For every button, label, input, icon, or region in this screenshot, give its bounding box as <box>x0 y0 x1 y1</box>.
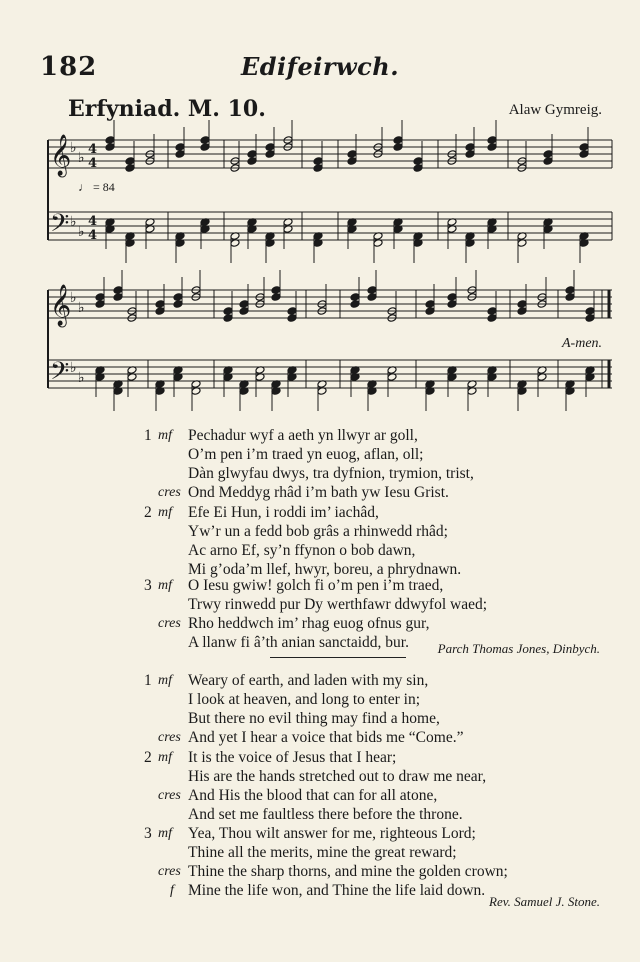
dynamic-mark: mf <box>158 505 172 520</box>
verse-line: Trwy rinwedd pur Dy werthfawr ddwyfol waed; <box>188 596 488 613</box>
amen-label: A-men. <box>562 336 603 351</box>
note-head <box>313 164 323 173</box>
note-head <box>313 157 323 166</box>
time-sig-4: 4 <box>88 228 98 243</box>
treble-clef-2: 𝄞 <box>50 285 72 326</box>
key-flat-1: ♭ <box>70 140 77 156</box>
note-head <box>173 293 183 302</box>
note-head <box>247 157 257 166</box>
note-head <box>175 150 185 159</box>
note-head <box>287 314 297 323</box>
verse-line: I look at heaven, and long to enter in; <box>188 691 421 708</box>
note-head <box>200 143 210 152</box>
verse-line: Mine the life won, and Thine the life laid down. <box>188 882 486 899</box>
note-head <box>113 293 123 302</box>
verse-number: 1 <box>144 672 152 689</box>
treble-clef-1: 𝄞 <box>50 135 72 176</box>
note-head <box>487 314 497 323</box>
treble-staff-1 <box>48 140 612 168</box>
verse-line: His are the hands stretched out to draw me near, <box>188 768 487 785</box>
verse-line: Ac arno Ef, sy’n ffynon o bob dawn, <box>188 542 416 559</box>
note-head <box>223 307 233 316</box>
note-head <box>425 307 435 316</box>
note-head <box>585 307 595 316</box>
note-head <box>265 150 275 159</box>
note-head <box>487 307 497 316</box>
note-head <box>105 143 115 152</box>
note-head <box>95 300 105 309</box>
verse-number: 1 <box>144 427 152 444</box>
note-head <box>413 164 423 173</box>
note-head <box>425 300 435 309</box>
verse-line: Ond Meddyg rhâd i’m bath yw Iesu Grist. <box>188 484 449 501</box>
welsh-attribution: Parch Thomas Jones, Dinbych. <box>437 641 600 656</box>
verse-number: 3 <box>144 577 152 594</box>
verse-line: O’m pen i’m traed yn euog, aflan, oll; <box>188 446 424 463</box>
dynamic-mark: mf <box>158 578 172 593</box>
verse-line: Yea, Thou wilt answer for me, righteous Lord; <box>188 825 476 842</box>
note-head <box>565 286 575 295</box>
note-head <box>239 307 249 316</box>
dynamic-mark: cres <box>158 616 181 631</box>
note-head <box>271 286 281 295</box>
verse-line: But there no evil thing may find a home, <box>188 710 440 727</box>
note-head <box>113 286 123 295</box>
system-1 <box>48 140 612 240</box>
dynamic-mark: mf <box>158 826 172 841</box>
verse-line: O Iesu gwiw! golch fi o’m pen i’m traed, <box>188 577 444 594</box>
note-head <box>350 293 360 302</box>
music-score <box>0 0 640 420</box>
note-head <box>543 157 553 166</box>
verse-line: Weary of earth, and laden with my sin, <box>188 672 429 689</box>
key-flat-2: ♭ <box>78 150 85 166</box>
note-head <box>447 293 457 302</box>
key-flat-3: ♭ <box>70 214 77 230</box>
note-head <box>585 314 595 323</box>
verse-line: Pechadur wyf a aeth yn llwyr ar goll, <box>188 427 418 444</box>
note-head <box>287 307 297 316</box>
verse-line: And His the blood that can for all atone, <box>188 787 438 804</box>
verse-line: And set me faultless there before the throne. <box>188 806 463 823</box>
note-head <box>223 314 233 323</box>
time-sig-1: 4 <box>88 142 98 157</box>
section-divider <box>270 657 406 658</box>
note-head <box>271 293 281 302</box>
verse-line: It is the voice of Jesus that I hear; <box>188 749 397 766</box>
note-head <box>465 150 475 159</box>
dynamic-mark: cres <box>158 864 181 879</box>
note-head <box>200 136 210 145</box>
tune-source: Alaw Gymreig. <box>508 102 602 118</box>
english-verse-3 <box>0 824 640 900</box>
verse-line: Thine all the merits, mine the great reward; <box>188 844 457 861</box>
note-head <box>155 307 165 316</box>
note-head <box>517 300 527 309</box>
verse-line: A llanw fi â’th anian sanctaidd, bur. <box>188 634 409 651</box>
dynamic-mark: cres <box>158 788 181 803</box>
time-sig-2: 4 <box>88 156 98 171</box>
verse-line: And yet I hear a voice that bids me “Come.” <box>188 729 464 746</box>
dynamic-mark: cres <box>158 730 181 745</box>
dynamic-mark: f <box>170 883 174 898</box>
note-head <box>579 150 589 159</box>
note-head <box>543 150 553 159</box>
note-head <box>393 136 403 145</box>
note-head <box>447 300 457 309</box>
verse-line: Thine the sharp thorns, and mine the golden crown; <box>188 863 508 880</box>
verse-line: Yw’r un a fedd bob grâs a rhinwedd rhâd; <box>188 523 448 540</box>
english-attribution: Rev. Samuel J. Stone. <box>489 894 600 909</box>
note-head <box>265 143 275 152</box>
note-head <box>465 143 475 152</box>
note-head <box>350 300 360 309</box>
dynamic-mark: mf <box>158 750 172 765</box>
tune-name: Erfyniad. M. 10. <box>68 96 266 122</box>
key-flat-4: ♭ <box>78 224 85 240</box>
key-flat-6: ♭ <box>78 300 85 316</box>
note-head <box>125 157 135 166</box>
verse-line: Rho heddwch im’ rhag euog ofnus gur, <box>188 615 430 632</box>
metronome-mark: ♩ = 84 <box>78 180 115 194</box>
bass-clef-1: 𝄢 <box>50 209 70 244</box>
note-head <box>155 300 165 309</box>
verse-number: 2 <box>144 504 152 521</box>
note-head <box>347 150 357 159</box>
page-number: 182 <box>40 52 98 82</box>
note-head <box>239 300 249 309</box>
english-verse-2 <box>0 748 640 824</box>
key-flat-7: ♭ <box>70 360 77 376</box>
note-head <box>487 143 497 152</box>
verse-line: Efe Ei Hun, i roddi im’ iachâd, <box>188 504 379 521</box>
note-head <box>175 143 185 152</box>
note-head <box>95 293 105 302</box>
note-head <box>347 157 357 166</box>
dynamic-mark: cres <box>158 485 181 500</box>
note-head <box>125 164 135 173</box>
verse-line: Dàn glwyfau dwys, tra dyfnion, trymion, trist, <box>188 465 474 482</box>
note-head <box>487 136 497 145</box>
verse-number: 3 <box>144 825 152 842</box>
note-head <box>413 157 423 166</box>
running-head: Edifeirwch. <box>240 52 400 81</box>
verse-number: 2 <box>144 749 152 766</box>
english-verse-1 <box>0 671 640 747</box>
note-head <box>517 307 527 316</box>
key-flat-5: ♭ <box>70 290 77 306</box>
bass-clef-2: 𝄢 <box>50 357 70 392</box>
note-head <box>367 293 377 302</box>
note-head <box>173 300 183 309</box>
note-head <box>367 286 377 295</box>
welsh-verse-1 <box>0 426 640 502</box>
key-flat-8: ♭ <box>78 370 85 386</box>
welsh-verse-2 <box>0 503 640 579</box>
verse-line: Mi g’oda’m llef, hwyr, boreu, a phrydnawn. <box>188 561 462 578</box>
note-head <box>565 293 575 302</box>
dynamic-mark: mf <box>158 673 172 688</box>
note-head <box>393 143 403 152</box>
note-head <box>579 143 589 152</box>
time-sig-3: 4 <box>88 214 98 229</box>
dynamic-mark: mf <box>158 428 172 443</box>
note-head <box>247 150 257 159</box>
note-head <box>105 136 115 145</box>
